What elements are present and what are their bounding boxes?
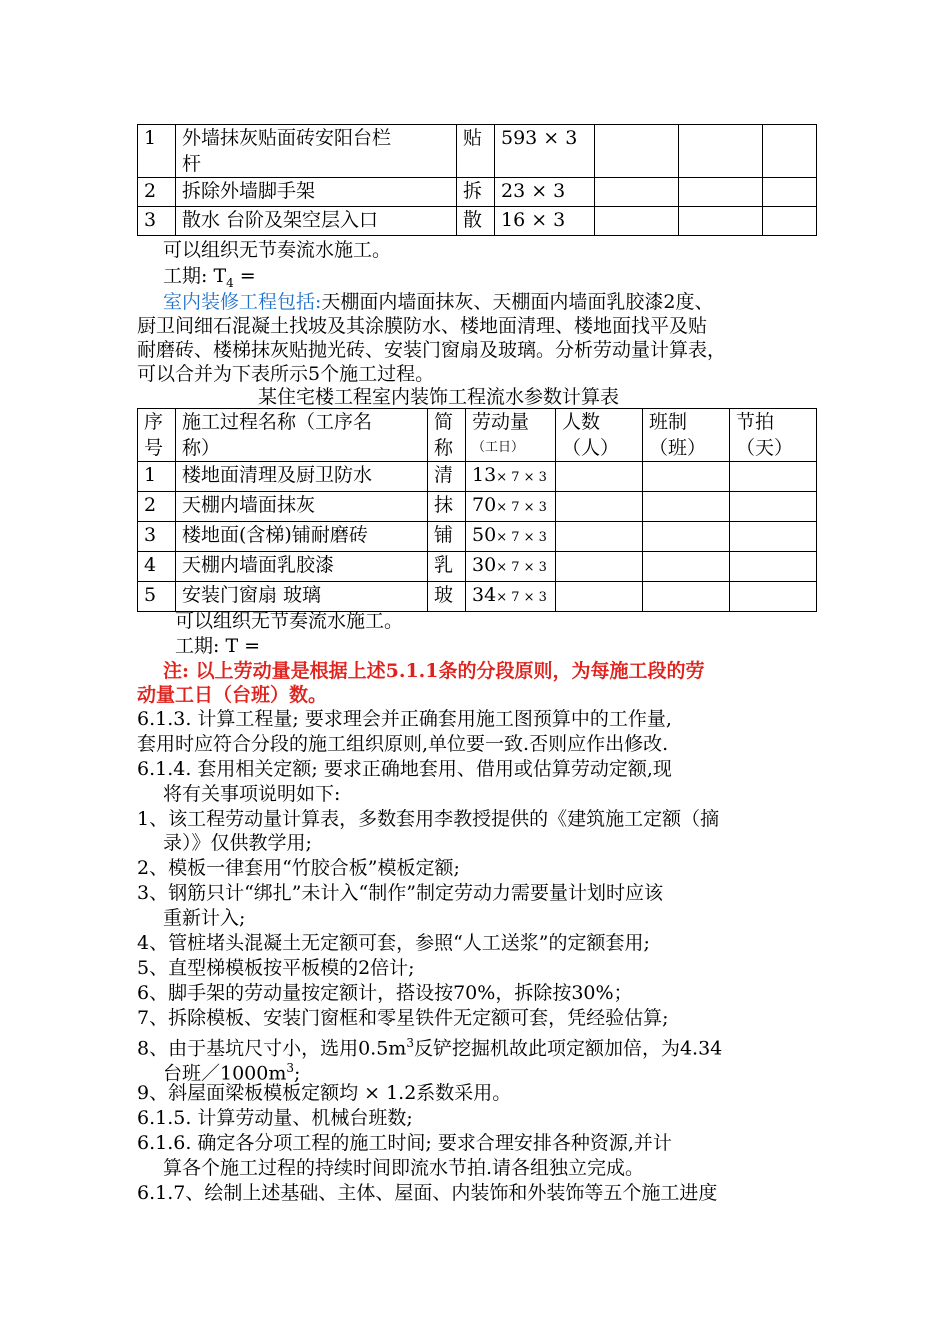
cell-name: 安装门窗扇 玻璃: [176, 582, 428, 612]
cell-empty: [730, 582, 817, 612]
duration-prefix: 工期: T: [163, 265, 227, 287]
header-abbr: [428, 409, 466, 462]
cell-abbr: 清: [428, 462, 466, 492]
header-name-l1: 施工过程名称（工序名: [182, 411, 373, 433]
header-name: [176, 409, 428, 462]
table-row: [138, 552, 817, 582]
p616-line-2: 算各个施工过程的持续时间即流水节拍.请各组独立完成。: [163, 1157, 645, 1179]
cell-empty: [556, 462, 643, 492]
cell-empty: [643, 462, 730, 492]
cell-no: 3: [138, 207, 176, 236]
p617: 6.1.7、绘制上述基础、主体、屋面、内装饰和外装饰等五个施工进度: [137, 1182, 718, 1204]
intro-label: 室内装修工程包括:: [163, 291, 322, 313]
cell-no: 1: [138, 462, 176, 492]
p613-line-2: 套用时应符合分段的施工组织原则,单位要一致.否则应作出修改.: [137, 733, 669, 755]
cell-abbr: 铺: [428, 522, 466, 552]
cell-labor: [466, 522, 556, 552]
header-people-l2: （人）: [562, 437, 620, 459]
header-beat-l2: （天）: [736, 437, 794, 459]
text-duration-2: 工期: T =: [175, 635, 261, 657]
labor-main: 13: [472, 464, 497, 486]
text-no-rhythm-1: 可以组织无节奏流水施工。: [163, 239, 392, 261]
cell-no: 4: [138, 552, 176, 582]
item8-l2-text-a: 台班／1000m: [163, 1062, 287, 1085]
labor-rest: × 7 × 3: [496, 500, 547, 515]
item8-sup: 3: [406, 1036, 414, 1050]
cell-empty: [556, 492, 643, 522]
item7: 7、拆除模板、安装门窗框和零星铁件无定额可套，凭经验估算;: [137, 1007, 669, 1029]
cell-abbr: 拆: [457, 178, 495, 207]
intro-text-1: 天棚面内墙面抹灰、天棚面内墙面乳胶漆2度、: [321, 291, 714, 313]
cell-empty: [730, 492, 817, 522]
header-labor-l2: （工日）: [472, 440, 525, 455]
header-people: [556, 409, 643, 462]
cell-abbr: 散: [457, 207, 495, 236]
cell-no: 2: [138, 178, 176, 207]
item1-line-2: 录）》仅供教学用;: [163, 832, 312, 854]
cell-empty: [679, 178, 763, 207]
item4: 4、管桩堵头混凝土无定额可套，参照“人工送浆”的定额套用;: [137, 932, 650, 954]
cell-empty: [556, 582, 643, 612]
cell-empty: [595, 125, 679, 178]
item8-l2-text-b: ;: [294, 1062, 301, 1085]
note-line-2: 动量工日（台班）数。: [137, 684, 328, 706]
cell-abbr: 玻: [428, 582, 466, 612]
header-abbr-l2: 称: [434, 437, 454, 459]
cell-name: 天棚内墙面乳胶漆: [176, 552, 428, 582]
cell-empty: [763, 125, 817, 178]
labor-main: 34: [472, 584, 497, 606]
labor-rest: × 7 × 3: [496, 530, 547, 545]
table-row: [138, 522, 817, 552]
header-shift-l2: （班）: [649, 437, 707, 459]
header-name-l2: 称）: [182, 437, 221, 459]
cell-name-line2: 杆: [182, 153, 202, 175]
cell-empty: [763, 178, 817, 207]
cell-name: 散水 台阶及架空层入口: [176, 207, 457, 236]
header-no: [138, 409, 176, 462]
cell-abbr: 贴: [457, 125, 495, 178]
cell-empty: [643, 552, 730, 582]
header-abbr-l1: 简: [434, 411, 454, 433]
cell-name: [176, 125, 457, 178]
header-no-l2: 号: [144, 437, 164, 459]
text-no-rhythm-2: 可以组织无节奏流水施工。: [175, 610, 404, 632]
duration-suffix: =: [233, 265, 256, 287]
duration-sub: 4: [226, 275, 234, 290]
header-beat-l1: 节拍: [736, 411, 775, 433]
cell-no: 1: [138, 125, 176, 178]
cell-empty: [643, 582, 730, 612]
cell-name-line1: 外墙抹灰贴面砖安阳台栏: [182, 127, 392, 149]
item3-line-2: 重新计入;: [163, 907, 246, 929]
p616-line-1: 6.1.6. 确定各分项工程的施工时间; 要求合理安排各种资源,并计: [137, 1132, 672, 1154]
cell-labor: [466, 582, 556, 612]
cell-labor: [466, 492, 556, 522]
intro-line-1: [163, 289, 714, 315]
cell-no: 2: [138, 492, 176, 522]
cell-empty: [679, 207, 763, 236]
cell-labor: [466, 552, 556, 582]
cell-name: 楼地面清理及厨卫防水: [176, 462, 428, 492]
labor-main: 30: [472, 554, 497, 576]
cell-abbr: 抹: [428, 492, 466, 522]
header-shift: [643, 409, 730, 462]
cell-empty: [556, 552, 643, 582]
table-interior: [137, 408, 817, 612]
table-header-row: [138, 409, 817, 462]
cell-name: 楼地面(含梯)铺耐磨砖: [176, 522, 428, 552]
cell-empty: [595, 207, 679, 236]
cell-empty: [679, 125, 763, 178]
table-row: [138, 125, 817, 178]
item8-text-a: 8、由于基坑尺寸小，选用0.5m: [137, 1037, 407, 1060]
cell-labor: [466, 462, 556, 492]
table-row: [138, 207, 817, 236]
intro-line-2: 厨卫间细石混凝土找坡及其涂膜防水、楼地面清理、楼地面找平及贴: [137, 315, 708, 337]
table-row: [138, 492, 817, 522]
cell-empty: [556, 522, 643, 552]
cell-empty: [595, 178, 679, 207]
cell-empty: [643, 522, 730, 552]
cell-qty: 593 × 3: [495, 125, 595, 178]
item5: 5、直型梯模板按平板模的2倍计;: [137, 957, 415, 979]
header-beat: [730, 409, 817, 462]
table-row: [138, 582, 817, 612]
cell-empty: [730, 552, 817, 582]
cell-empty: [730, 462, 817, 492]
item2: 2、模板一律套用“竹胶合板”模板定额;: [137, 857, 460, 879]
item3-line-1: 3、钢筋只计“绑扎”未计入“制作”制定劳动力需要量计划时应该: [137, 882, 663, 904]
table2-title: 某住宅楼工程室内装饰工程流水参数计算表: [258, 386, 620, 408]
cell-qty: 16 × 3: [495, 207, 595, 236]
item8-text-b: 反铲挖掘机故此项定额加倍，为4.34: [413, 1037, 723, 1060]
item1-line-1: 1、该工程劳动量计算表，多数套用李教授提供的《建筑施工定额（摘: [137, 808, 720, 830]
labor-main: 70: [472, 494, 497, 516]
labor-rest: × 7 × 3: [496, 560, 547, 575]
p615: 6.1.5. 计算劳动量、机械台班数;: [137, 1107, 413, 1129]
cell-name: 拆除外墙脚手架: [176, 178, 457, 207]
header-labor-l1: 劳动量: [472, 411, 530, 433]
labor-rest: × 7 × 3: [496, 470, 547, 485]
cell-empty: [763, 207, 817, 236]
labor-rest: × 7 × 3: [496, 590, 547, 605]
intro-line-3: 耐磨砖、楼梯抹灰贴抛光砖、安装门窗扇及玻璃。分析劳动量计算表，: [137, 339, 727, 361]
header-shift-l1: 班制: [649, 411, 688, 433]
intro-line-4: 可以合并为下表所示5个施工过程。: [137, 363, 435, 385]
item6: 6、脚手架的劳动量按定额计，搭设按70%，拆除按30%；: [137, 982, 633, 1004]
item8-l2-sup: 3: [286, 1061, 295, 1075]
table-row: [138, 462, 817, 492]
cell-empty: [730, 522, 817, 552]
item9: 9、斜屋面梁板模板定额均 × 1.2系数采用。: [137, 1082, 512, 1104]
cell-qty: 23 × 3: [495, 178, 595, 207]
table-row: [138, 178, 817, 207]
p613-line-1: 6.1.3. 计算工程量; 要求理会并正确套用施工图预算中的工作量,: [137, 708, 672, 730]
cell-abbr: 乳: [428, 552, 466, 582]
cell-no: 5: [138, 582, 176, 612]
header-no-l1: 序: [144, 411, 164, 433]
p614-line-2: 将有关事项说明如下:: [163, 783, 341, 805]
header-labor: [466, 409, 556, 462]
note-line-1: 注: 以上劳动量是根据上述5.1.1条的分段原则，为每施工段的劳: [163, 660, 705, 682]
header-people-l1: 人数: [562, 411, 601, 433]
labor-main: 50: [472, 524, 497, 546]
cell-name: 天棚内墙面抹灰: [176, 492, 428, 522]
p614-line-1: 6.1.4. 套用相关定额; 要求正确地套用、借用或估算劳动定额,现: [137, 758, 672, 780]
cell-no: 3: [138, 522, 176, 552]
table-exterior: [137, 124, 817, 236]
cell-empty: [643, 492, 730, 522]
